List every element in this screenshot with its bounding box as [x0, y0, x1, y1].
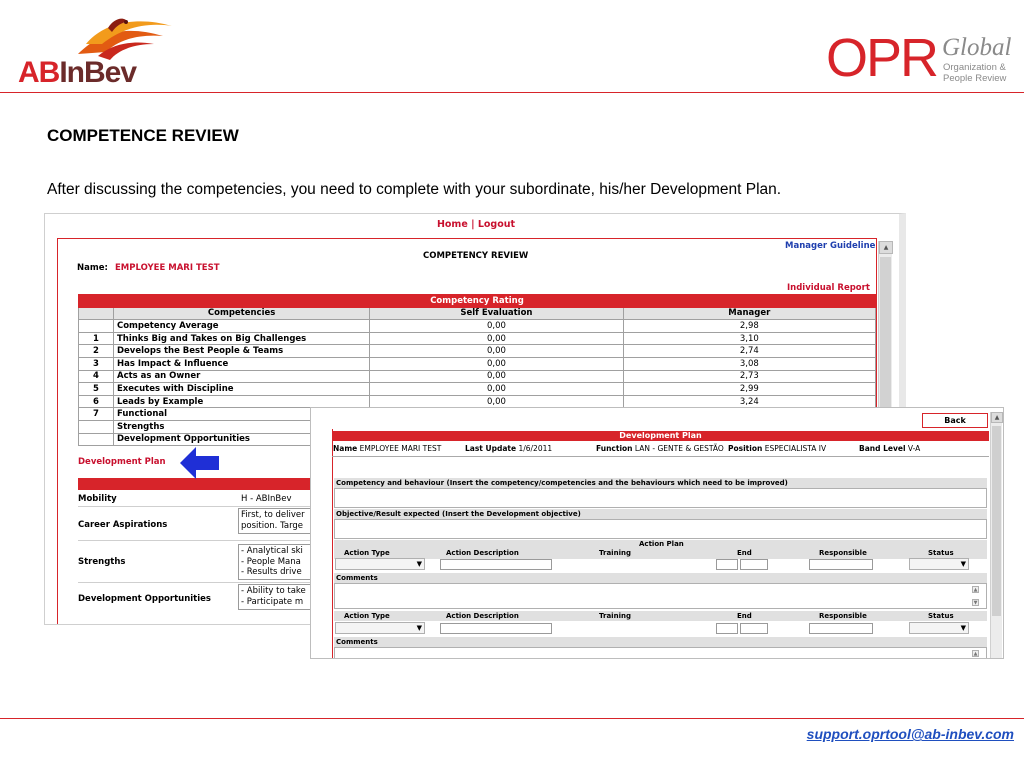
col-responsible: Responsible	[819, 549, 867, 557]
table-row: 7 Functional	[79, 408, 876, 421]
status-select[interactable]	[909, 622, 969, 634]
development-plan-screenshot	[310, 407, 1004, 659]
col-action-type: Action Type	[344, 612, 390, 620]
manager-guideline-link[interactable]: Manager Guideline	[785, 241, 876, 251]
chevron-down-icon: ▼	[416, 624, 422, 632]
opr-global-text: Global	[942, 34, 1012, 61]
action-plan-header	[334, 540, 987, 559]
abinbev-logo	[16, 14, 176, 88]
comments-input[interactable]	[334, 583, 987, 609]
col-number	[79, 307, 114, 320]
responsible-input[interactable]	[809, 559, 873, 570]
chevron-down-icon: ▼	[416, 560, 422, 568]
slide-intro-text: After discussing the competencies, you need to complete with your subordinate, his/her Development Plan.	[47, 181, 782, 198]
career-aspirations-label: Career Aspirations	[78, 520, 168, 530]
comments-input[interactable]	[334, 647, 987, 659]
action-type-select[interactable]	[335, 622, 425, 634]
table-row: Competency Average 0,00 2,98	[79, 320, 876, 333]
table-row: Strengths	[79, 420, 876, 433]
status-select[interactable]	[909, 558, 969, 570]
devplan-last-update: Last Update 1/6/2011	[465, 444, 553, 453]
col-status: Status	[928, 549, 954, 557]
devplan-position: Position ESPECIALISTA IV	[728, 444, 827, 453]
responsible-input[interactable]	[809, 623, 873, 634]
scroll-thumb[interactable]	[992, 426, 1001, 616]
objective-header: Objective/Result expected (Insert the Development objective)	[334, 509, 987, 519]
col-action-type: Action Type	[344, 549, 390, 557]
comments-header: Comments	[334, 637, 987, 647]
textarea-scroll-down-icon[interactable]: ▼	[973, 600, 978, 606]
col-competencies: Competencies	[113, 307, 369, 320]
chevron-down-icon: ▼	[960, 560, 966, 568]
table-row: 4 Acts as an Owner 0,00 2,73	[79, 370, 876, 383]
table-row: Development Opportunities	[79, 433, 876, 446]
career-aspirations-field[interactable]: First, to deliver position. Targe	[238, 508, 328, 534]
col-end: End	[737, 549, 752, 557]
opr-subtitle: Organization & People Review	[943, 62, 1007, 84]
col-action-description: Action Description	[446, 612, 519, 620]
devplan-name: Name EMPLOYEE MARI TEST	[333, 444, 442, 453]
table-row: 1 Thinks Big and Takes on Big Challenges 0,00 3,10	[79, 332, 876, 345]
devplan-band-level: Band Level V-A	[859, 444, 921, 453]
action-description-input[interactable]	[440, 559, 552, 570]
chevron-down-icon: ▼	[960, 624, 966, 632]
table-row: 3 Has Impact & Influence 0,00 3,08	[79, 357, 876, 370]
end-year-input[interactable]	[740, 623, 768, 634]
employee-name: EMPLOYEE MARI TEST	[115, 263, 220, 273]
end-month-input[interactable]	[716, 559, 738, 570]
header-divider	[0, 92, 1024, 93]
action-description-input[interactable]	[440, 623, 552, 634]
col-self-evaluation: Self Evaluation	[370, 307, 623, 320]
table-row: 2 Develops the Best People & Teams 0,00 2,74	[79, 345, 876, 358]
action-type-select[interactable]	[335, 558, 425, 570]
table-row: 5 Executes with Discipline 0,00 2,99	[79, 383, 876, 396]
end-year-input[interactable]	[740, 559, 768, 570]
col-status: Status	[928, 612, 954, 620]
mobility-label: Mobility	[78, 494, 117, 504]
textarea-scroll-up-icon[interactable]: ▲	[973, 587, 978, 593]
devplan-scrollbar[interactable]	[990, 412, 1002, 658]
opr-global-logo	[826, 30, 1016, 90]
table-row: 6 Leads by Example 0,00 3,24	[79, 395, 876, 408]
strengths-label: Strengths	[78, 557, 126, 567]
action-plan-header	[334, 611, 987, 621]
competency-behaviour-input[interactable]	[334, 488, 987, 508]
col-training: Training	[599, 612, 631, 620]
competency-rating-banner: Competency Rating	[79, 295, 876, 308]
support-email-link[interactable]: support.oprtool@ab-inbev.com	[806, 726, 1014, 742]
pointer-arrow-icon	[180, 446, 220, 480]
review-title: COMPETENCY REVIEW	[423, 251, 529, 261]
slide-title: COMPETENCE REVIEW	[47, 126, 239, 145]
objective-input[interactable]	[334, 519, 987, 539]
divider	[78, 540, 343, 541]
strengths-field[interactable]: - Analytical ski - People Mana - Results drive	[238, 544, 328, 580]
mobility-value: H - ABInBev	[238, 492, 328, 507]
name-label: Name:	[77, 263, 108, 273]
divider	[78, 582, 343, 583]
development-opportunities-field[interactable]: - Ability to take - Participate m	[238, 584, 328, 610]
individual-report-link[interactable]: Individual Report	[787, 283, 870, 293]
divider	[78, 506, 343, 507]
action-plan-title: Action Plan	[639, 540, 684, 548]
divider	[332, 456, 989, 457]
development-plan-banner: Development Plan	[332, 431, 989, 441]
scroll-up-icon[interactable]: ▲	[991, 412, 1003, 423]
textarea-scroll-up-icon[interactable]: ▲	[973, 651, 978, 657]
development-plan-link[interactable]: Development Plan	[78, 457, 166, 467]
end-month-input[interactable]	[716, 623, 738, 634]
competency-behaviour-header: Competency and behaviour (Insert the competency/competencies and the behaviours which need to be improved)	[334, 478, 987, 488]
col-responsible: Responsible	[819, 612, 867, 620]
devplan-function: Function LAN - GENTE & GESTÃO	[596, 444, 724, 453]
col-training: Training	[599, 549, 631, 557]
col-end: End	[737, 612, 752, 620]
abinbev-wordmark: ABInBev	[18, 56, 137, 89]
back-button[interactable]: Back	[922, 413, 988, 428]
comments-header: Comments	[334, 573, 987, 583]
development-opportunities-label: Development Opportunities	[78, 594, 211, 604]
opr-wordmark: OPR	[826, 28, 938, 88]
col-action-description: Action Description	[446, 549, 519, 557]
col-manager: Manager	[623, 307, 875, 320]
home-logout-links[interactable]: Home | Logout	[436, 219, 516, 230]
footer-divider	[0, 718, 1024, 719]
scroll-up-icon[interactable]: ▲	[879, 241, 893, 254]
